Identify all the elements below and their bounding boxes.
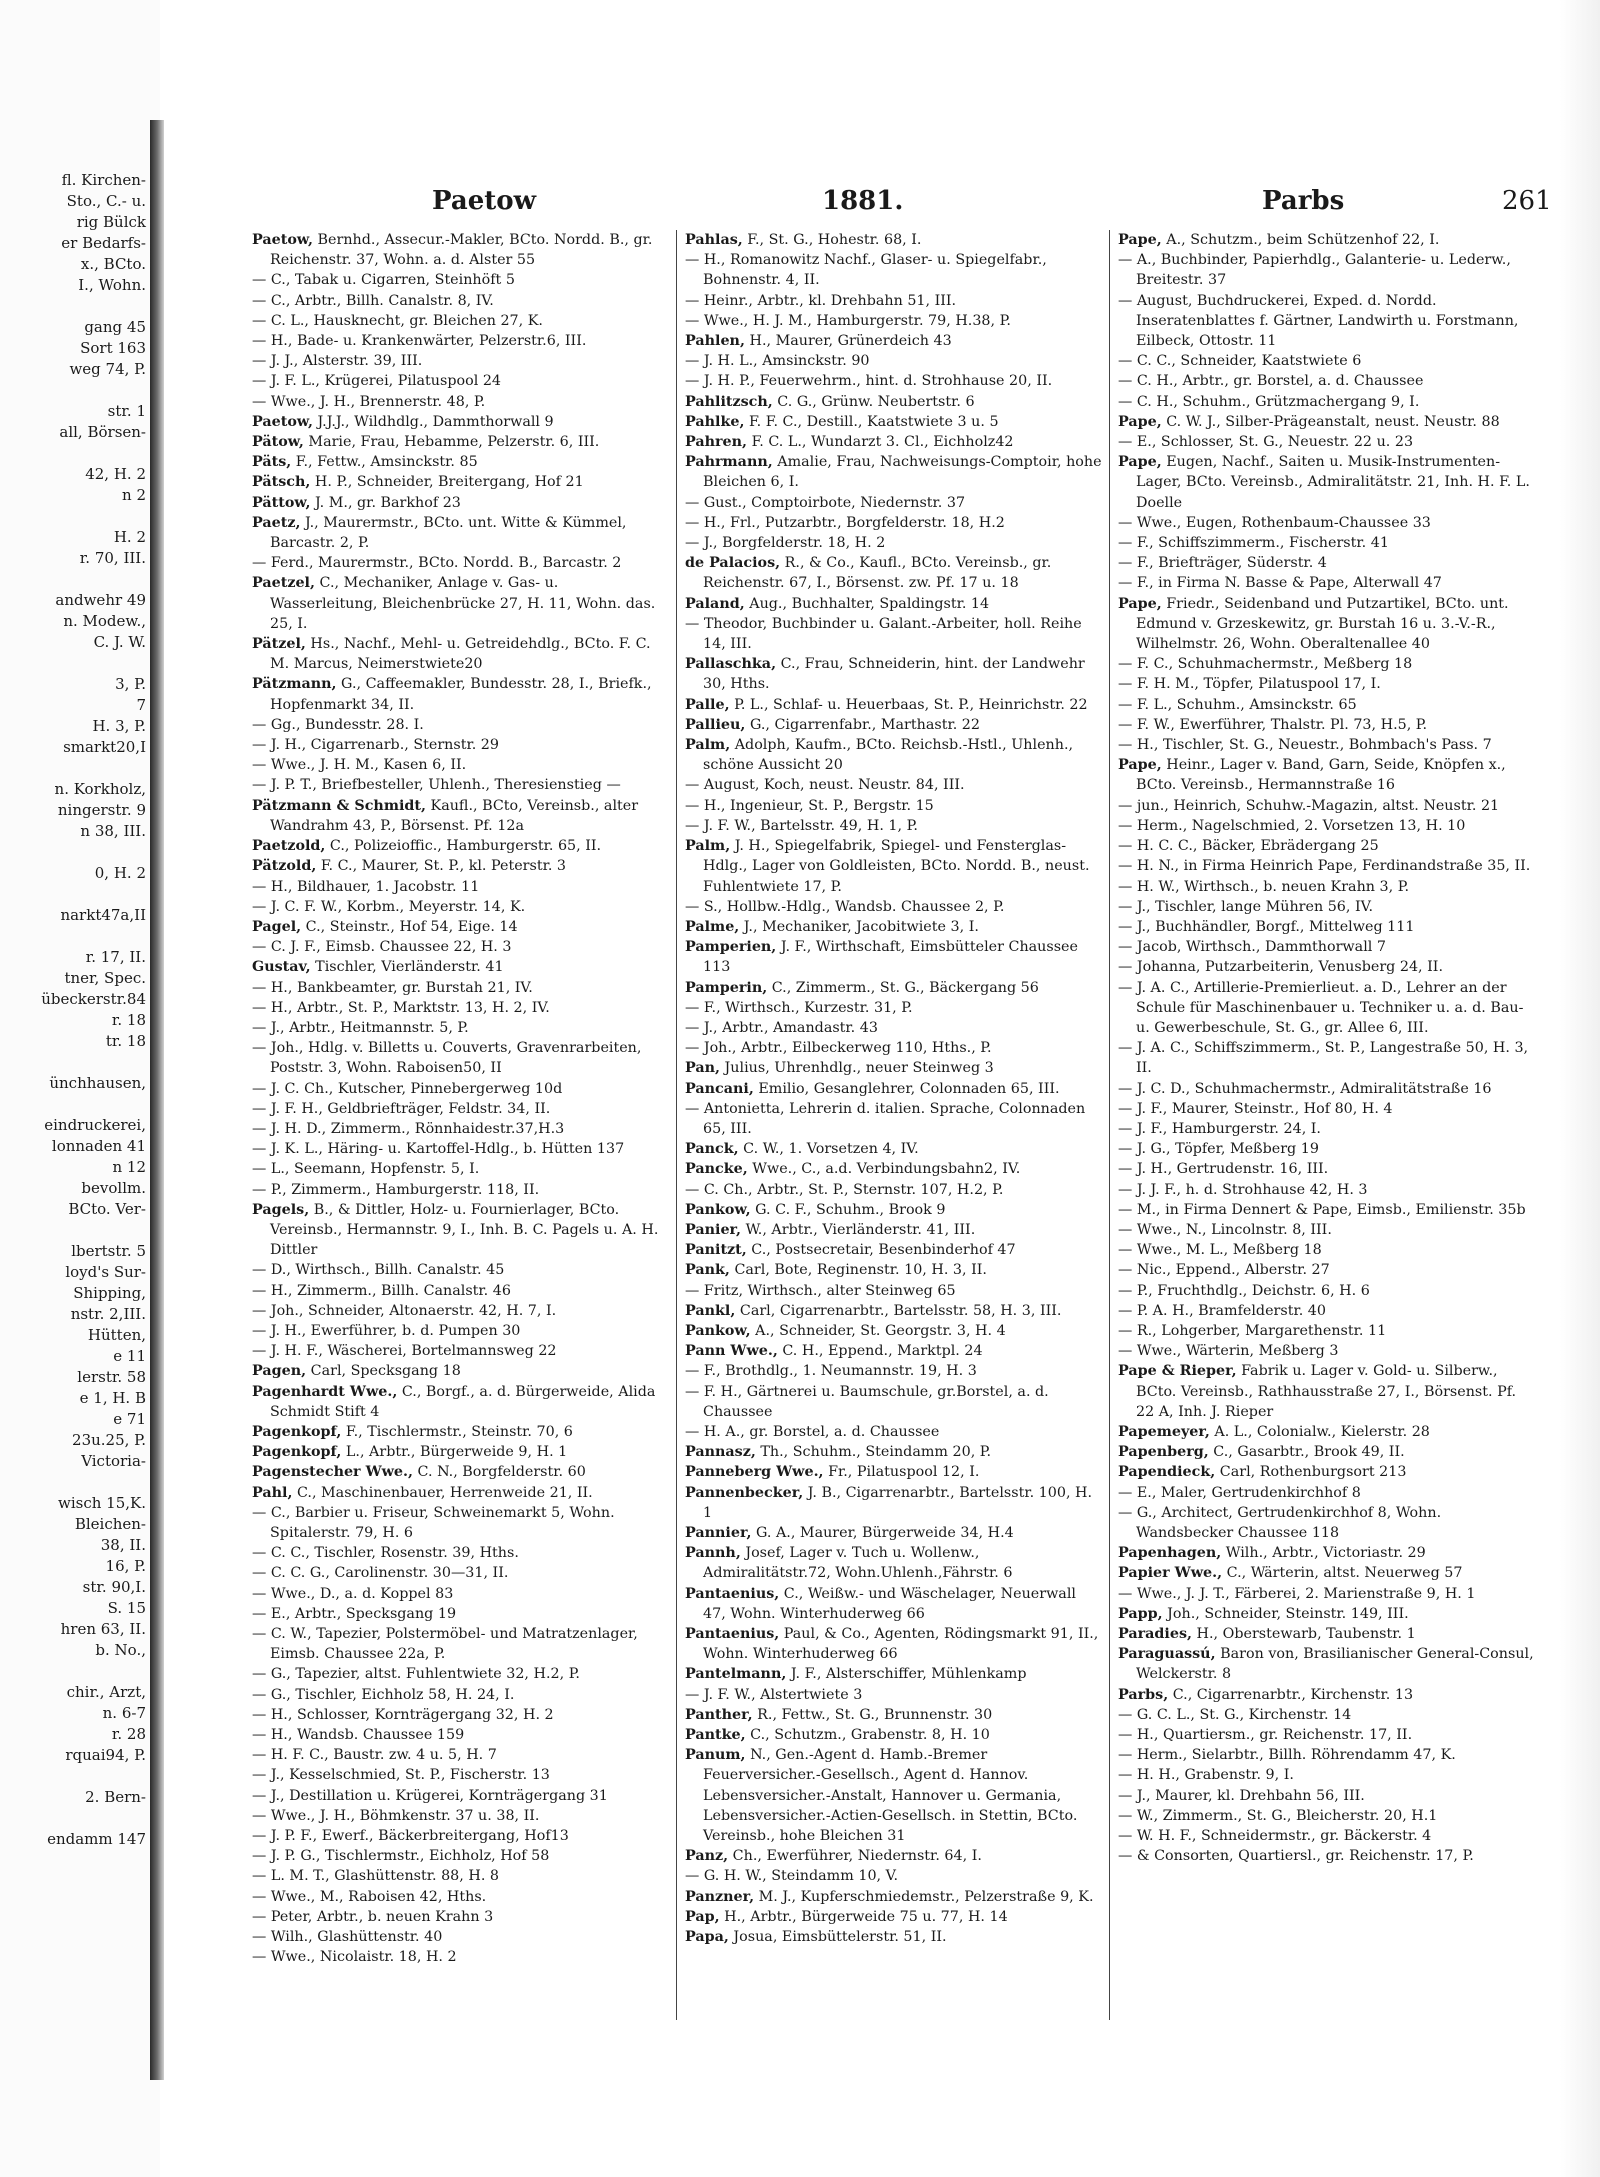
directory-entry: Panck, C. W., 1. Vorsetzen 4, IV. [685,1141,919,1158]
directory-entry: Pankl, Carl, Cigarrenarbtr., Bartelsstr. 58, H. 3, III. [685,1302,1062,1319]
left-page-line: rquai94, P. [65,1746,146,1764]
directory-entry: Palm, Adolph, Kaufm., BCto. Reichsb.-Hstl., Uhlenh., schöne Aussicht 20 [685,737,1074,774]
directory-entry: — P., Zimmerm., Hamburgerstr. 118, II. [252,1181,540,1198]
directory-entry: — L., Seemann, Hopfenstr. 5, I. [252,1161,480,1178]
directory-entry: — F. C., Schuhmachermstr., Meßberg 18 [1118,656,1413,673]
directory-entry: Pagels, B., & Dittler, Holz- u. Fournierlager, BCto. Vereinsb., Hermannstr. 9, I., Inh. B. C. Pagels u. A. H. Dittler [252,1201,659,1259]
directory-entry: — Theodor, Buchbinder u. Galant.-Arbeiter, holl. Reihe 14, III. [685,615,1082,653]
page-number: 261 [1502,186,1552,216]
directory-entry: Pagenkopf, L., Arbtr., Bürgerweide 9, H. 1 [252,1444,568,1461]
directory-entry: — Herm., Sielarbtr., Billh. Röhrendamm 47, K. [1118,1747,1456,1764]
directory-entry: — W. H. F., Schneidermstr., gr. Bäckerstr. 4 [1118,1828,1432,1845]
left-page-line: I., Wohn. [78,276,146,294]
directory-entry: — J. A. C., Artillerie-Premierlieut. a. D., Lehrer an der Schule für Maschinenbauer u. Techniker u. a. d. Bau- u. Gewerbeschule, St. G., gr. Allee 6, III. [1118,979,1524,1036]
directory-entry: Paetow, J.J.J., Wildhdlg., Dammthorwall 9 [252,413,554,430]
left-page-line: n 2 [122,486,146,504]
directory-entry: Pahlke, F. F. C., Destill., Kaatstwiete 3 u. 5 [685,413,999,430]
directory-entry: Pankow, A., Schneider, St. Georgstr. 3, H. 4 [685,1322,1006,1339]
directory-entry: — J., Tischler, lange Mühren 56, IV. [1118,898,1374,915]
left-page-line: str. 90,I. [82,1578,146,1596]
directory-entry: — Nic., Eppend., Alberstr. 27 [1118,1262,1330,1279]
directory-entry: — J. H. D., Zimmerm., Rönnhaidestr.37,H.3 [252,1120,565,1137]
directory-entry: — F., Wirthsch., Kurzestr. 31, P. [685,999,913,1016]
directory-entry: Paetzold, C., Polizeioffic., Hamburgerstr. 65, II. [252,838,602,855]
directory-entry: — F., Brothdlg., 1. Neumannstr. 19, H. 3 [685,1363,977,1380]
directory-entry: — Wilh., Glashüttenstr. 40 [252,1929,443,1946]
directory-entry: Panneberg Wwe., Fr., Pilatuspool 12, I. [685,1464,980,1481]
directory-entry: — C. H., Schuhm., Grützmachergang 9, I. [1118,393,1420,410]
directory-entry: Pamperien, J. F., Wirthschaft, Eimsbütteler Chaussee 113 [685,939,1078,976]
directory-entry: — C. Ch., Arbtr., St. P., Sternstr. 107, H.2, P. [685,1181,1004,1198]
directory-entry: — J. K. L., Häring- u. Kartoffel-Hdlg., b. Hütten 137 [252,1141,625,1158]
left-page-line: Hütten, [87,1326,146,1344]
directory-entry: Palme, J., Mechaniker, Jacobitwiete 3, I. [685,918,979,935]
directory-entry: — F., in Firma N. Basse & Pape, Alterwall 47 [1118,575,1442,592]
directory-entry: — J. H. L., Amsinckstr. 90 [685,353,870,370]
directory-entry: Pape, A., Schutzm., beim Schützenhof 22, I. [1118,232,1440,248]
directory-entry: Pancke, Wwe., C., a.d. Verbindungsbahn2, IV. [685,1161,1021,1178]
directory-entry: Pätzel, Hs., Nachf., Mehl- u. Getreidehdlg., BCto. F. C. M. Marcus, Neimerstwiete20 [252,636,651,673]
directory-entry: — J., Maurer, kl. Drehbahn 56, III. [1118,1787,1365,1804]
directory-entry: — J. P. G., Tischlermstr., Eichholz, Hof 58 [252,1848,550,1865]
left-page-line: er Bedarfs- [61,234,146,252]
directory-entry: — J. J. F., h. d. Strohhause 42, H. 3 [1118,1181,1368,1198]
directory-entry: — C., Barbier u. Friseur, Schweinemarkt 5, Wohn. Spitalerstr. 79, H. 6 [252,1504,615,1541]
directory-entry: — Ferd., Maurermstr., BCto. Nordd. B., Barcastr. 2 [252,555,622,572]
directory-entry: — Wwe., J. H., Brennerstr. 48, P. [252,393,486,410]
left-page-line: r. 28 [111,1725,146,1743]
left-page-line [0,926,152,947]
directory-entry: — M., in Firma Dennert & Pape, Eimsb., Emilienstr. 35b [1118,1201,1526,1218]
header-right-word: Parbs [1262,186,1345,216]
directory-entry: — H., Frl., Putzarbtr., Borgfelderstr. 18, H.2 [685,514,1005,531]
directory-entry: — J., Buchhändler, Borgf., Mittelweg 111 [1118,918,1415,935]
left-page-line: hren 63, II. [60,1620,146,1638]
left-page-line [0,653,152,674]
directory-entry: — J. H., Cigarrenarb., Sternstr. 29 [252,737,499,754]
left-page-line: 7 [136,696,146,714]
directory-entry: Papenhagen, Wilh., Arbtr., Victoriastr. 29 [1118,1545,1426,1562]
directory-entry: Päts, F., Fettw., Amsinckstr. 85 [252,454,478,471]
left-page-line: n. 6-7 [102,1704,146,1722]
directory-entry: — H., Ingenieur, St. P., Bergstr. 15 [685,797,934,814]
directory-entry: — Joh., Arbtr., Eilbeckerweg 110, Hths., P. [685,1040,992,1057]
directory-entry: Panz, Ch., Ewerführer, Niedernstr. 64, I. [685,1848,982,1865]
left-page-line: Sort 163 [80,339,146,357]
directory-entry: Paetz, J., Maurermstr., BCto. unt. Witte & Kümmel, Barcastr. 2, P. [252,514,627,552]
left-page-line: Sto., C.- u. [66,192,146,210]
directory-entry: — H., Wandsb. Chaussee 159 [252,1727,465,1744]
left-page-line: r. 17, II. [85,948,146,966]
left-page-line [0,506,152,527]
left-page-line: n 38, III. [80,822,146,840]
directory-entry: — J. F. H., Geldbriefträger, Feldstr. 34, II. [252,1100,551,1117]
left-page-line: 16, P. [105,1557,146,1575]
left-page-line: narkt47a,II [60,906,146,924]
left-page-line: H. 3, P. [92,717,146,735]
directory-entry: — F., Schiffszimmerm., Fischerstr. 41 [1118,535,1389,552]
left-page-line [0,758,152,779]
directory-entry: Paradies, H., Oberstewarb, Taubenstr. 1 [1118,1626,1416,1643]
directory-entry: — H., Quartiersm., gr. Reichenstr. 17, II. [1118,1727,1413,1744]
directory-entry: — H., Bade- u. Krankenwärter, Pelzerstr.6, III. [252,333,587,350]
directory-entry: — J. C. D., Schuhmachermstr., Admiralitätstraße 16 [1118,1080,1492,1097]
directory-entry: — E., Maler, Gertrudenkirchhof 8 [1118,1484,1361,1501]
directory-entry: Pagenstecher Wwe., C. N., Borgfelderstr. 60 [252,1464,586,1481]
directory-entry: — C. L., Hausknecht, gr. Bleichen 27, K. [252,312,543,329]
directory-entry: — J. H., Gertrudenstr. 16, III. [1118,1161,1329,1178]
directory-entry: — J. H. F., Wäscherei, Bortelmannsweg 22 [252,1343,557,1360]
directory-entry: de Palacios, R., & Co., Kaufl., BCto. Vereinsb., gr. Reichenstr. 67, I., Börsenst. zw. Pf. 17 u. 18 [685,555,1052,592]
directory-entry: — Wwe., J. J. T., Färberei, 2. Marienstraße 9, H. 1 [1118,1585,1476,1602]
directory-entry: — J. P. F., Ewerf., Bäckerbreitergang, Hof13 [252,1828,569,1845]
directory-entry: — August, Koch, neust. Neustr. 84, III. [685,777,965,794]
directory-entry: — August, Buchdruckerei, Exped. d. Nordd. Inseratenblattes f. Gärtner, Landwirth u. Forstmann, Eilbeck, Ottostr. 11 [1118,292,1519,350]
directory-entry: — Wwe., M. L., Meßberg 18 [1118,1242,1322,1259]
left-page-line: bevollm. [81,1179,146,1197]
left-page-fragment [0,170,152,2050]
directory-entry: — J. C. F. W., Korbm., Meyerstr. 14, K. [252,898,526,915]
directory-page [252,168,1568,2028]
directory-column-3 [1118,230,1536,2030]
directory-entry: — H. N., in Firma Heinrich Pape, Ferdinandstraße 35, II. [1118,858,1531,875]
directory-entry: Pätzold, F. C., Maurer, St. P., kl. Peterstr. 3 [252,858,567,875]
directory-entry: — C. C., Schneider, Kaatstwiete 6 [1118,353,1362,370]
directory-entry: Pap, H., Arbtr., Bürgerweide 75 u. 77, H. 14 [685,1908,1008,1925]
directory-entry: Pape & Rieper, Fabrik u. Lager v. Gold- u. Silberw., BCto. Vereinsb., Rathhausstraße 27, I., Börsenst. Pf. 22 A, Inh. J. Rieper [1118,1363,1517,1420]
left-page-line: andwehr 49 [55,591,146,609]
left-page-line [0,842,152,863]
directory-entry: — Jacob, Wirthsch., Dammthorwall 7 [1118,939,1386,956]
directory-entry: — C., Arbtr., Billh. Canalstr. 8, IV. [252,292,494,309]
directory-entry: Paetow, Bernhd., Assecur.-Makler, BCto. Nordd. B., gr. Reichenstr. 37, Wohn. a. d. Alster 55 [252,232,653,269]
directory-entry: — J. A. C., Schiffszimmerm., St. P., Langestraße 50, H. 3, II. [1118,1040,1529,1077]
directory-entry: — J., Arbtr., Heitmannstr. 5, P. [252,1019,469,1036]
directory-entry: Pahlen, H., Maurer, Grünerdeich 43 [685,333,952,350]
left-page-line: endamm 147 [47,1830,146,1848]
directory-entry: — L. M. T., Glashüttenstr. 88, H. 8 [252,1868,500,1885]
directory-entry: — R., Lohgerber, Margarethenstr. 11 [1118,1322,1387,1339]
directory-entry: — F. H., Gärtnerei u. Baumschule, gr.Borstel, a. d. Chaussee [685,1383,1049,1420]
directory-entry: Pallaschka, C., Frau, Schneiderin, hint. der Landwehr 30, Hths. [685,656,1085,693]
left-page-line: 0, H. 2 [94,864,146,882]
left-page-line: lerstr. 58 [77,1368,146,1386]
left-page-line: nstr. 2,III. [70,1305,146,1323]
left-page-line: n 12 [112,1158,146,1176]
directory-entry: Papp, Joh., Schneider, Steinstr. 149, III. [1118,1605,1409,1622]
directory-entry: — C., Tabak u. Cigarren, Steinhöft 5 [252,272,515,289]
left-page-line: e 1, H. B [79,1389,146,1407]
left-page-line: r. 70, III. [79,549,146,567]
left-page-line: weg 74, P. [69,360,146,378]
directory-entry: — S., Hollbw.-Hdlg., Wandsb. Chaussee 2, P. [685,898,1005,915]
directory-entry: Pagenkopf, F., Tischlermstr., Steinstr. 70, 6 [252,1423,573,1440]
left-page-line: str. 1 [107,402,146,420]
directory-column-1 [252,230,670,2030]
left-page-line: lbertstr. 5 [71,1242,146,1260]
left-page-line: n. Modew., [63,612,146,630]
directory-entry: — J., Borgfelderstr. 18, H. 2 [685,535,886,552]
directory-entry: Pape, Eugen, Nachf., Saiten u. Musik-Instrumenten-Lager, BCto. Vereinsb., Admiralitätstr. 21, Inh. H. F. L. Doelle [1118,454,1530,511]
left-page-line: 42, H. 2 [85,465,146,483]
left-page-line: Bleichen- [74,1515,146,1533]
directory-entry: — Wwe., N., Lincolnstr. 8, III. [1118,1221,1332,1238]
directory-entry: — J. C. Ch., Kutscher, Pinnebergerweg 10d [252,1080,563,1097]
directory-entry: — Heinr., Arbtr., kl. Drehbahn 51, III. [685,292,957,309]
directory-entry: — H., Arbtr., St. P., Marktstr. 13, H. 2, IV. [252,999,550,1016]
directory-entry: Pagenhardt Wwe., C., Borgf., a. d. Bürgerweide, Alida Schmidt Stift 4 [252,1383,656,1420]
left-page-line [0,1766,152,1787]
directory-entry: Pann Wwe., C. H., Eppend., Marktpl. 24 [685,1343,983,1360]
left-page-line: smarkt20,I [63,738,146,756]
left-page-line [0,380,152,401]
directory-entry: Pantelmann, J. F., Alsterschiffer, Mühlenkamp [685,1666,1027,1683]
directory-entry: Panitzt, C., Postsecretair, Besenbinderhof 47 [685,1242,1016,1259]
left-page-line: r. 18 [111,1011,146,1029]
left-page-line: Shipping, [73,1284,146,1302]
directory-entry: — J., Destillation u. Krügerei, Kornträgergang 31 [252,1787,608,1804]
directory-entry: — G. H. W., Steindamm 10, V. [685,1868,898,1885]
directory-entry: Pape, Heinr., Lager v. Band, Garn, Seide, Knöpfen x., BCto. Vereinsb., Hermannstraße 16 [1118,757,1506,794]
left-page-line: e 11 [113,1347,146,1365]
left-page-line [0,1661,152,1682]
directory-entry: — Fritz, Wirthsch., alter Steinweg 65 [685,1282,956,1299]
header-year: 1881. [822,186,904,216]
left-page-line [0,1052,152,1073]
directory-entry: — C. W., Tapezier, Polstermöbel- und Matratzenlager, Eimsb. Chaussee 22a, P. [252,1626,638,1663]
directory-entry: — Herm., Nagelschmied, 2. Vorsetzen 13, H. 10 [1118,817,1466,834]
directory-entry: Pamperin, C., Zimmerm., St. G., Bäckergang 56 [685,979,1039,996]
left-page-line: loyd's Sur- [65,1263,146,1281]
left-page-line: tner, Spec. [64,969,146,987]
directory-entry: — & Consorten, Quartiersl., gr. Reichenstr. 17, P. [1118,1848,1474,1865]
directory-entry: — J. J., Alsterstr. 39, III. [252,353,423,370]
directory-entry: Pantaenius, Paul, & Co., Agenten, Rödingsmarkt 91, II., Wohn. Winterhuderweg 66 [685,1626,1099,1663]
directory-entry: Paraguassú, Baron von, Brasilianischer General-Consul, Welckerstr. 8 [1118,1646,1534,1683]
left-page-line: 38, II. [100,1536,146,1554]
directory-entry: Pantke, C., Schutzm., Grabenstr. 8, H. 10 [685,1727,990,1744]
left-page-line: all, Börsen- [59,423,146,441]
directory-entry: — Peter, Arbtr., b. neuen Krahn 3 [252,1908,494,1925]
directory-entry: — Joh., Hdlg. v. Billetts u. Couverts, Gravenrarbeiten, Poststr. 3, Wohn. Raboisen50, II [252,1040,642,1077]
directory-entry: — jun., Heinrich, Schuhw.-Magazin, altst. Neustr. 21 [1118,797,1500,814]
directory-entry: — P., Fruchthdlg., Deichstr. 6, H. 6 [1118,1282,1370,1299]
directory-entry: Pagen, Carl, Specksgang 18 [252,1363,461,1380]
directory-entry: — J. F. W., Bartelsstr. 49, H. 1, P. [685,817,918,834]
left-page-line [0,296,152,317]
left-page-line: 2. Bern- [85,1788,146,1806]
directory-entry: — C. C., Tischler, Rosenstr. 39, Hths. [252,1545,519,1562]
directory-entry: Pagel, C., Steinstr., Hof 54, Eige. 14 [252,918,518,935]
column-rule [1109,230,1110,2020]
left-page-line: e 71 [113,1410,146,1428]
directory-entry: — H. W., Wirthsch., b. neuen Krahn 3, P. [1118,878,1409,895]
directory-entry: — Wwe., H. J. M., Hamburgerstr. 79, H.38, P. [685,312,1011,329]
directory-entry: Panther, R., Fettw., St. G., Brunnenstr. 30 [685,1706,993,1723]
directory-column-2 [685,230,1103,2030]
directory-entry: — H., Tischler, St. G., Neuestr., Bohmbach's Pass. 7 [1118,737,1492,754]
directory-entry: Pahlas, F., St. G., Hohestr. 68, I. [685,232,922,248]
directory-entry: Pannier, G. A., Maurer, Bürgerweide 34, H.4 [685,1525,1014,1541]
left-page-line: fl. Kirchen- [61,171,146,189]
left-page-line: 23u.25, P. [72,1431,146,1449]
left-page-line: b. No., [95,1641,146,1659]
directory-entry: — J. F., Hamburgerstr. 24, I. [1118,1120,1321,1137]
directory-entry: — G. C. L., St. G., Kirchenstr. 14 [1118,1706,1352,1723]
directory-entry: — H., Zimmerm., Billh. Canalstr. 46 [252,1282,511,1299]
directory-entry: Pättow, J. M., gr. Barkhof 23 [252,494,461,511]
directory-entry: — D., Wirthsch., Billh. Canalstr. 45 [252,1262,505,1279]
directory-entry: Panum, N., Gen.-Agent d. Hamb.-Bremer Feuerversicher.-Gesellsch., Agent d. Hannov. Lebensversicher.-Anstalt, Hannover u. Germania, Lebensversicher.-Actien-Gesellsch. in Stettin, BCto. Vereinsb., hohe Bleichen 31 [685,1747,1078,1845]
directory-entry: Pancani, Emilio, Gesanglehrer, Colonnaden 65, III. [685,1080,1060,1097]
directory-entry: — H., Bankbeamter, gr. Burstah 21, IV. [252,979,533,996]
left-page-line: H. 2 [113,528,146,546]
directory-entry: — J. F. L., Krügerei, Pilatuspool 24 [252,373,502,390]
directory-entry: — H. C. C., Bäcker, Ebrädergang 25 [1118,838,1379,855]
directory-entry: — W., Zimmerm., St. G., Bleicherstr. 20, H.1 [1118,1807,1438,1824]
right-edge-shade [1560,0,1600,2177]
directory-entry: Pape, Friedr., Seidenband und Putzartikel, BCto. unt. Edmund v. Grzeskewitz, gr. Burstah 16 u. 3.-V.-R., Wilhelmstr. 26, Wohn. Oberaltenallee 40 [1118,595,1509,653]
left-page-line: 3, P. [115,675,146,693]
directory-entry: — Wwe., Nicolaistr. 18, H. 2 [252,1949,457,1966]
directory-entry: — Wwe., M., Raboisen 42, Hths. [252,1888,487,1905]
directory-entry: Pätsch, H. P., Schneider, Breitergang, Hof 21 [252,474,584,491]
directory-entry: — J., Kesselschmied, St. P., Fischerstr. 13 [252,1767,550,1784]
left-page-line: ünchhausen, [49,1074,146,1092]
directory-entry: — E., Schlosser, St. G., Neuestr. 22 u. 23 [1118,434,1414,451]
directory-entry: — C. H., Arbtr., gr. Borstel, a. d. Chaussee [1118,373,1424,390]
left-page-line: n. Korkholz, [54,780,146,798]
running-header [252,186,1568,226]
directory-entry: — Gg., Bundesstr. 28. I. [252,716,424,733]
book-spine [150,120,164,2080]
directory-entry: — G., Tapezier, altst. Fuhlentwiete 32, H.2, P. [252,1666,580,1683]
left-page-line: übeckerstr.84 [41,990,146,1008]
directory-entry: Gustav, Tischler, Vierländerstr. 41 [252,959,504,976]
directory-entry: — Wwe., Wärterin, Meßberg 3 [1118,1343,1339,1360]
directory-entry: — G., Tischler, Eichholz 58, H. 24, I. [252,1686,515,1703]
directory-entry: — Wwe., D., a. d. Koppel 83 [252,1585,454,1602]
left-page-line: wisch 15,K. [58,1494,146,1512]
directory-entry: Pahren, F. C. L., Wundarzt 3. Cl., Eichholz42 [685,434,1014,451]
directory-entry: Pätow, Marie, Frau, Hebamme, Pelzerstr. 6, III. [252,434,600,451]
directory-entry: Parbs, C., Cigarrenarbtr., Kirchenstr. 13 [1118,1686,1414,1703]
directory-entry: Pannenbecker, J. B., Cigarrenarbtr., Bartelsstr. 100, H. 1 [685,1484,1093,1521]
left-page-line: Victoria- [81,1452,146,1470]
directory-entry: Pannh, Josef, Lager v. Tuch u. Wollenw., Admiralitätstr.72, Wohn.Uhlenh.,Fährstr. 6 [685,1545,1013,1582]
directory-entry: — H. A., gr. Borstel, a. d. Chaussee [685,1423,940,1440]
directory-entry: Pank, Carl, Bote, Reginenstr. 10, H. 3, II. [685,1262,987,1279]
directory-entry: — G., Architect, Gertrudenkirchhof 8, Wohn. Wandsbecker Chaussee 118 [1118,1504,1442,1541]
directory-entry: Papemeyer, A. L., Colonialw., Kielerstr. 28 [1118,1423,1430,1440]
directory-entry: — Gust., Comptoirbote, Niedernstr. 37 [685,494,966,511]
directory-entry: — E., Arbtr., Specksgang 19 [252,1605,457,1622]
directory-entry: — F., Briefträger, Süderstr. 4 [1118,555,1327,572]
directory-entry: Pantaenius, C., Weißw.- und Wäschelager, Neuerwall 47, Wohn. Winterhuderweg 66 [685,1585,1076,1622]
directory-entry: — H., Bildhauer, 1. Jacobstr. 11 [252,878,480,895]
directory-entry: — J. P. T., Briefbesteller, Uhlenh., Theresienstieg — [252,777,621,794]
directory-entry: Papendieck, Carl, Rothenburgsort 213 [1118,1464,1407,1481]
left-page-line [0,1808,152,1829]
directory-entry: — A., Buchbinder, Papierhdlg., Galanterie- u. Lederw., Breitestr. 37 [1118,252,1511,289]
directory-entry: — J. F. W., Alstertwiete 3 [685,1686,863,1703]
directory-entry: — J., Arbtr., Amandastr. 43 [685,1019,878,1036]
left-page-line [0,1220,152,1241]
left-page-line [0,1094,152,1115]
left-page-line: chir., Arzt, [66,1683,146,1701]
directory-entry: Palm, J. H., Spiegelfabrik, Spiegel- und Fensterglas-Hdlg., Lager von Goldleisten, BCto. Nordd. B., neust. Fuhlentwiete 17, P. [685,838,1090,895]
directory-entry: — Wwe., J. H., Böhmkenstr. 37 u. 38, II. [252,1807,540,1824]
directory-entry: — Antonietta, Lehrerin d. italien. Sprache, Colonnaden 65, III. [685,1100,1086,1137]
directory-entry: — Joh., Schneider, Altonaerstr. 42, H. 7, I. [252,1302,557,1319]
directory-entry: — C. J. F., Eimsb. Chaussee 22, H. 3 [252,939,512,956]
directory-entry: Pan, Julius, Uhrenhdlg., neuer Steinweg 3 [685,1060,994,1077]
directory-entry: — F. L., Schuhm., Amsinckstr. 65 [1118,696,1357,713]
directory-entry: — H. F. C., Baustr. zw. 4 u. 5, H. 7 [252,1747,497,1764]
directory-entry: Panier, W., Arbtr., Vierländerstr. 41, III. [685,1221,976,1238]
directory-entry: Pankow, G. C. F., Schuhm., Brook 9 [685,1201,946,1218]
directory-entry: Papier Wwe., C., Wärterin, altst. Neuerweg 57 [1118,1565,1463,1582]
header-left-word: Paetow [432,186,536,216]
column-rule [676,230,677,2020]
left-page-line [0,1472,152,1493]
directory-entry: — Wwe., Eugen, Rothenbaum-Chaussee 33 [1118,514,1431,531]
directory-entry: Pahl, C., Maschinenbauer, Herrenweide 21, II. [252,1484,593,1501]
directory-entry: — H., Romanowitz Nachf., Glaser- u. Spiegelfabr., Bohnenstr. 4, II. [685,252,1047,289]
directory-entry: — J. G., Töpfer, Meßberg 19 [1118,1141,1319,1158]
left-page-line [0,569,152,590]
directory-entry: Pallieu, G., Cigarrenfabr., Marthastr. 22 [685,716,980,733]
directory-entry: Papenberg, C., Gasarbtr., Brook 49, II. [1118,1444,1405,1461]
directory-entry: Pannasz, Th., Schuhm., Steindamm 20, P. [685,1444,992,1461]
left-page-line: C. J. W. [93,633,146,651]
left-page-line: x., BCto. [80,255,146,273]
directory-entry: Pahrmann, Amalie, Frau, Nachweisungs-Comptoir, hohe Bleichen 6, I. [685,454,1102,491]
directory-entry: Pätzmann & Schmidt, Kaufl., BCto, Vereinsb., alter Wandrahm 43, P., Börsenst. Pf. 12a [252,797,639,834]
directory-entry: — F. W., Ewerführer, Thalstr. Pl. 73, H.5, P. [1118,716,1428,733]
directory-entry: — H. H., Grabenstr. 9, I. [1118,1767,1294,1784]
left-page-line: rig Bülck [76,213,146,231]
directory-entry: — F. H. M., Töpfer, Pilatuspool 17, I. [1118,676,1381,693]
directory-entry: Panzner, M. J., Kupferschmiedemstr., Pelzerstraße 9, K. [685,1888,1094,1905]
directory-entry: — Wwe., J. H. M., Kasen 6, II. [252,757,467,774]
directory-entry: Pätzmann, G., Caffeemakler, Bundesstr. 28, I., Briefk., Hopfenmarkt 34, II. [252,676,652,713]
directory-entry: Paetzel, C., Mechaniker, Anlage v. Gas- u. Wasserleitung, Bleichenbrücke 27, H. 11, Wohn. das. 25, I. [252,575,656,632]
left-page-line: lonnaden 41 [51,1137,146,1155]
directory-entry: Palle, P. L., Schlaf- u. Heuerbaas, St. P., Heinrichstr. 22 [685,696,1088,713]
directory-entry: — C. C. G., Carolinenstr. 30—31, II. [252,1565,509,1582]
directory-entry: Paland, Aug., Buchhalter, Spaldingstr. 14 [685,595,990,612]
directory-entry: — J. H. P., Feuerwehrm., hint. d. Strohhause 20, II. [685,373,1053,390]
left-page-line [0,443,152,464]
left-page-line: ningerstr. 9 [57,801,146,819]
left-page-line: gang 45 [84,318,146,336]
left-page-line: S. 15 [107,1599,146,1617]
directory-entry: — J. F., Maurer, Steinstr., Hof 80, H. 4 [1118,1100,1393,1117]
directory-entry: — H., Schlosser, Kornträgergang 32, H. 2 [252,1706,554,1723]
directory-entry: — Johanna, Putzarbeiterin, Venusberg 24, II. [1118,959,1443,976]
directory-entry: Pape, C. W. J., Silber-Prägeanstalt, neust. Neustr. 88 [1118,413,1500,430]
left-page-line: BCto. Ver- [68,1200,146,1218]
directory-entry: — P. A. H., Bramfelderstr. 40 [1118,1302,1326,1319]
directory-entry: Pahlitzsch, C. G., Grünw. Neubertstr. 6 [685,393,975,410]
left-page-line: tr. 18 [105,1032,146,1050]
directory-entry: Papa, Josua, Eimsbüttelerstr. 51, II. [685,1929,947,1946]
left-page-line: eindruckerei, [44,1116,146,1134]
directory-entry: — J. H., Ewerführer, b. d. Pumpen 30 [252,1322,521,1339]
left-page-line [0,884,152,905]
